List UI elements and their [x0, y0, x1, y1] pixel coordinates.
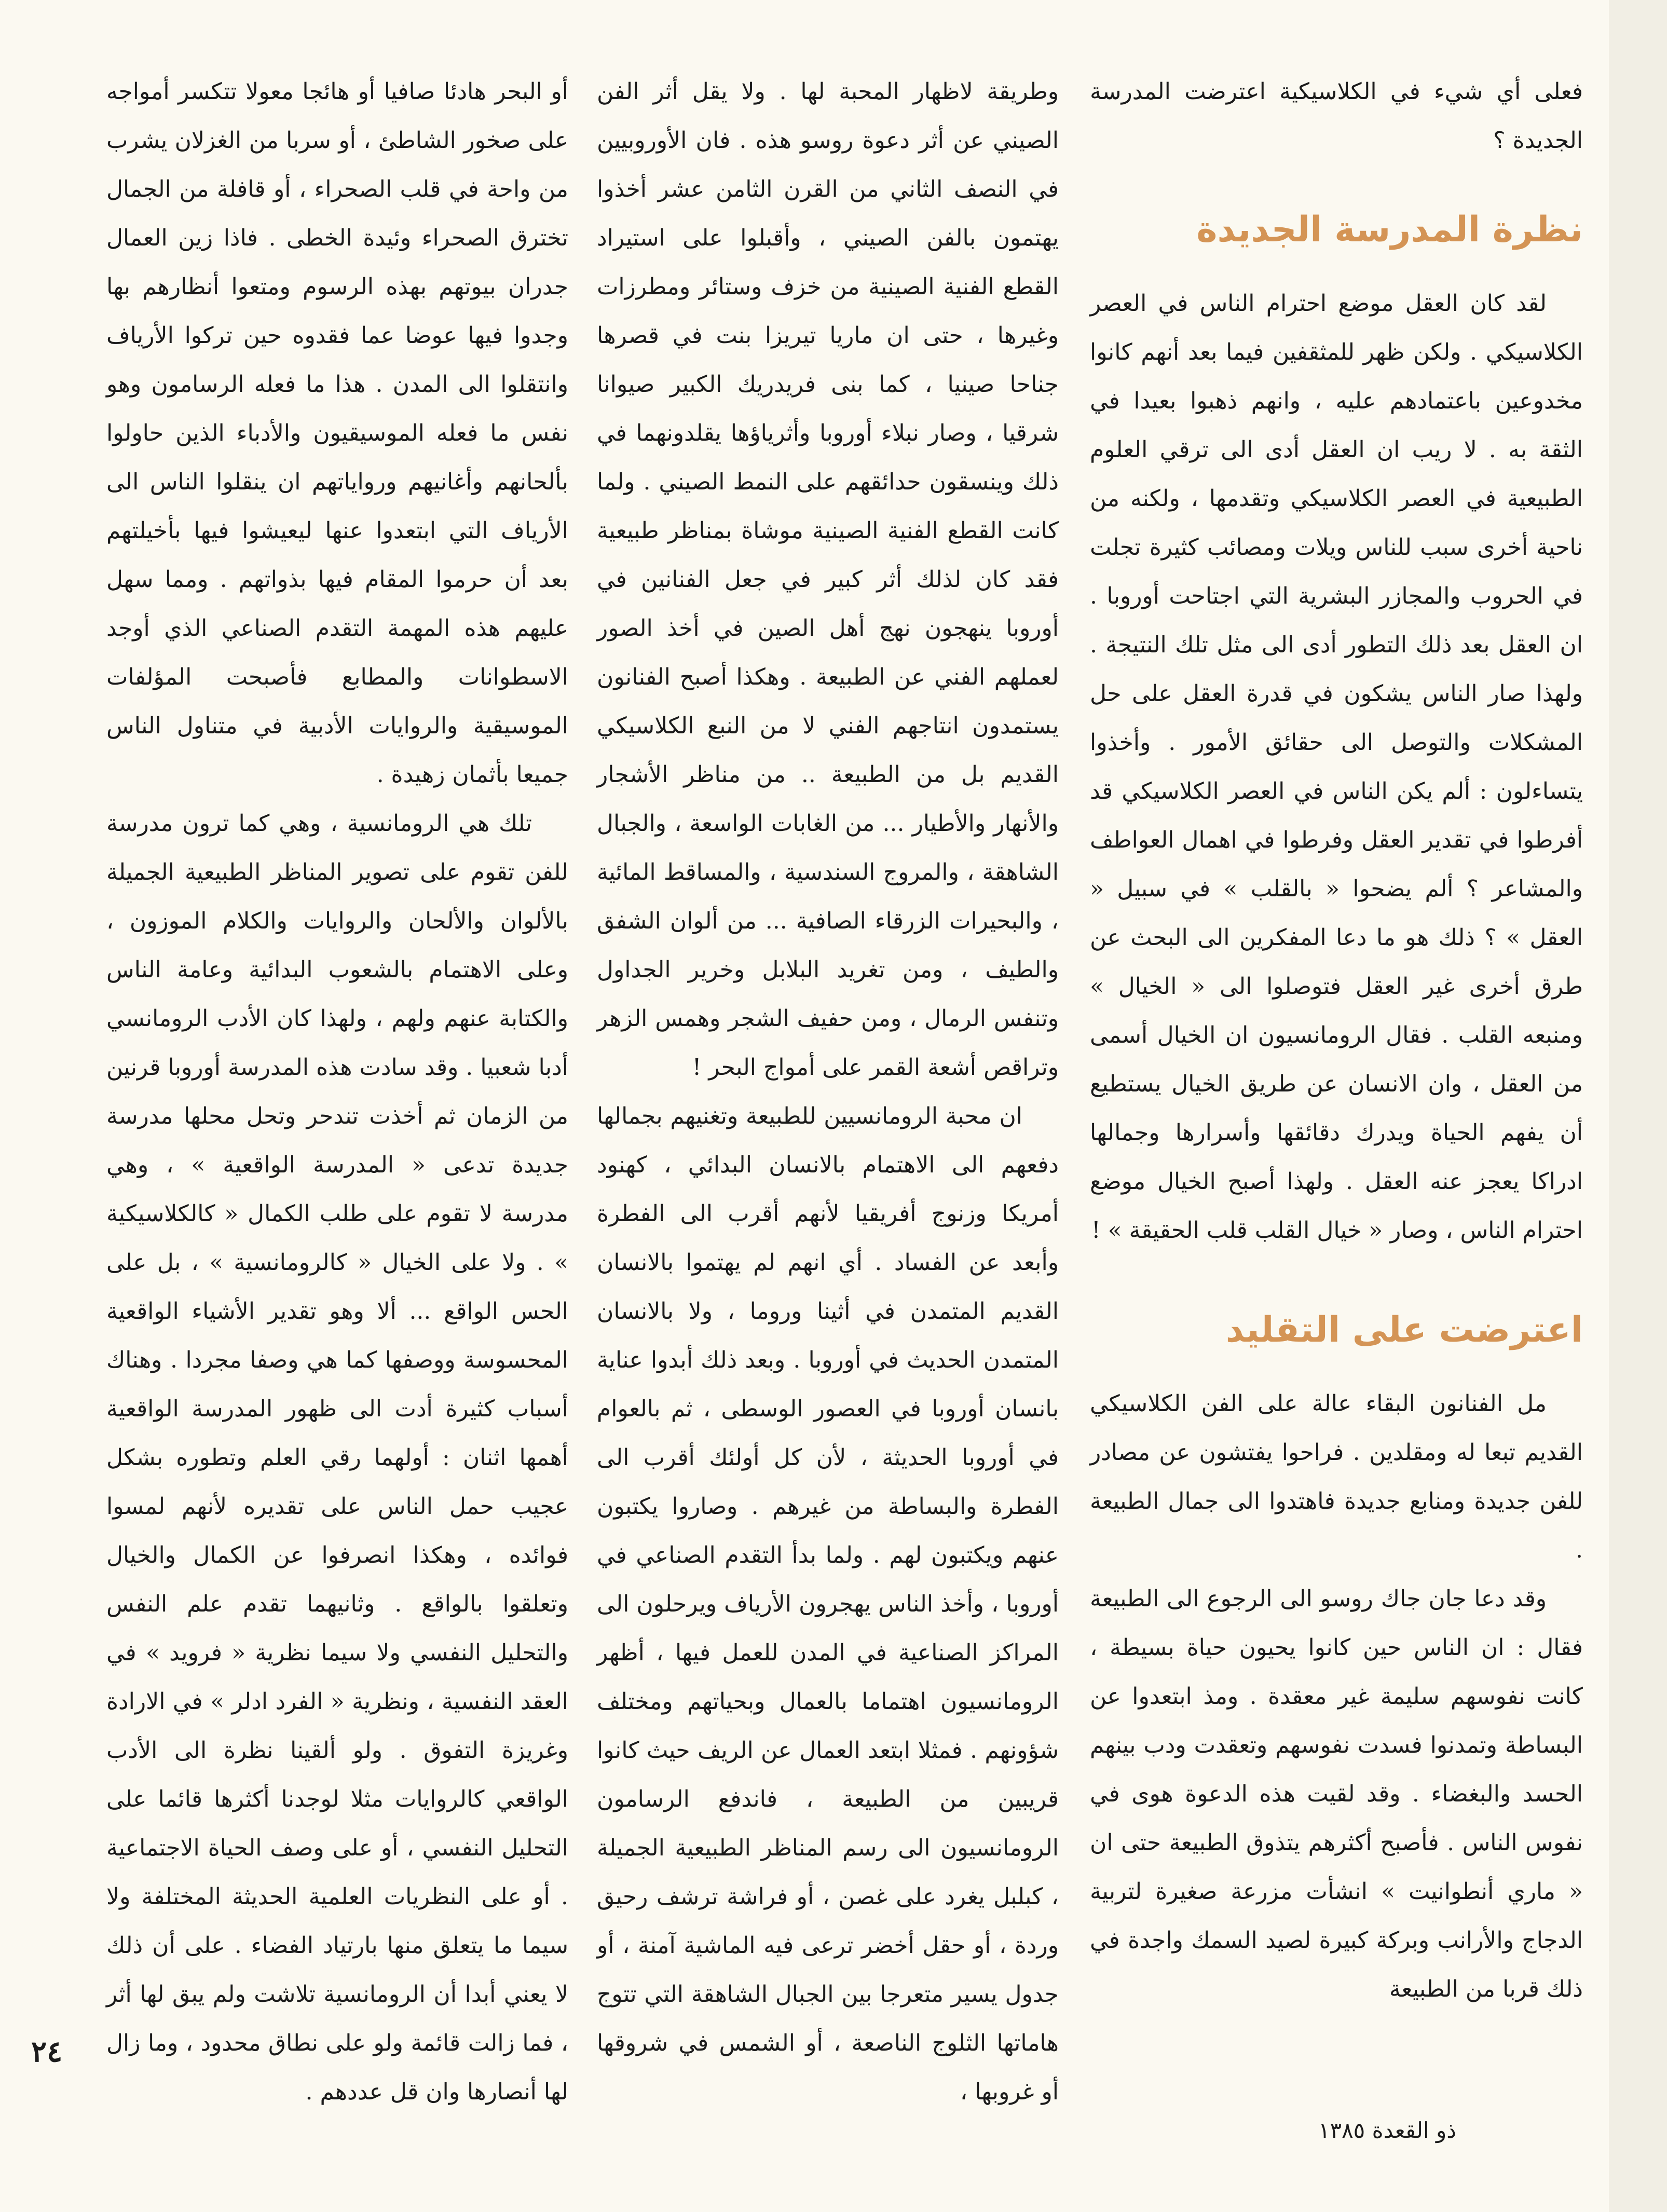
- issue-date: ذو القعدة ١٣٨٥: [1318, 2118, 1456, 2143]
- paragraph: أو البحر هادئا صافيا أو هائجا معولا تتكسر أمواجه على صخور الشاطئ ، أو سربا من الغزلان يشرب من واحة في قلب الصحراء ، أو قافلة من الجمال تخترق الصحراء وئيدة الخطى . فاذا زين العمال جدران بيوتهم بهذه الرسوم ومتعوا أنظارهم بها وجدوا فيها عوضا عما فقدوه حين تركوا الأرياف وانتقلوا الى المدن . هذا ما فعله الرسامون وهو نفس ما فعله الموسيقيون والأدباء الذين حاولوا بألحانهم وأغانيهم ورواياتهم ان ينقلوا الناس الى الأرياف التي ابتعدوا عنها ليعيشوا فيها بأخيلتهم بعد أن حرموا المقام فيها بذواتهم . ومما سهل عليهم هذه المهمة التقدم الصناعي الذي أوجد الاسطوانات والمطابع فأصبحت المؤلفات الموسيقية والروايات الأدبية في متناول الناس جميعا بأثمان زهيدة .: [106, 78, 568, 788]
- paragraph: مل الفنانون البقاء عالة على الفن الكلاسيكي القديم تبعا له ومقلدين . فراحوا يفتشون عن مصادر للفن جديدة ومنابع جديدة فاهتدوا الى جمال الطبيعة .: [1090, 1390, 1583, 1563]
- paragraph: لقد كان العقل موضع احترام الناس في العصر الكلاسيكي . ولكن ظهر للمثقفين فيما بعد أنهم كانوا مخدوعين باعتمادهم عليه ، وانهم ذهبوا بعيدا في الثقة به . لا ريب ان العقل أدى الى ترقي العلوم الطبيعية في العصر الكلاسيكي وتقدمها ، ولكنه من ناحية أخرى سبب للناس ويلات ومصائب كثيرة تجلت في الحروب والمجازر البشرية التي اجتاحت أوروبا . ان العقل بعد ذلك التطور أدى الى مثل تلك النتيجة . ولهذا صار الناس يشكون في قدرة العقل على حل المشكلات والتوصل الى حقائق الأمور . وأخذوا يتساءلون : ألم يكن الناس في العصر الكلاسيكي قد أفرطوا في تقدير العقل وفرطوا في اهمال العواطف والمشاعر ؟ ألم يضحوا « بالقلب » في سبيل « العقل » ؟ ذلك هو ما دعا المفكرين الى البحث عن طرق أخرى غير العقل فتوصلوا الى « الخيال » ومنبعه القلب . فقال الرومانسيون ان الخيال أسمى من العقل ، وان الانسان عن طريق الخيال يستطيع أن يفهم الحياة ويدرك دقائقها وأسرارها وجمالها ادراكا يعجز عنه العقل . ولهذا أصبح الخيال موضع احترام الناس ، وصار « خيال القلب قلب الحقيقة » !: [1090, 290, 1583, 1244]
- intro-paragraph: فعلى أي شيء في الكلاسيكية اعترضت المدرسة الجديدة ؟: [1090, 78, 1583, 154]
- page-number: ٢٤: [31, 2035, 63, 2069]
- section-heading-new-school-view: نظرة المدرسة الجديدة: [1196, 209, 1583, 250]
- page-edge: [1609, 0, 1667, 2212]
- paragraph: وقد دعا جان جاك روسو الى الرجوع الى الطبيعة فقال : ان الناس حين كانوا يحيون حياة بسيطة ، كانت نفوسهم سليمة غير معقدة . ومذ ابتعدوا عن البساطة وتمدنوا فسدت نفوسهم وتعقدت ودب بينهم الحسد والبغضاء . وقد لقيت هذه الدعوة هوى في نفوس الناس . فأصبح أكثرهم يتذوق الطبيعة حتى ان « ماري أنطوانيت » انشأت مزرعة صغيرة لتربية الدجاج والأرانب وبركة كبيرة لصيد السمك واجدة في ذلك قربا من الطبيعة: [1090, 1586, 1583, 2002]
- paragraph: وطريقة لاظهار المحبة لها . ولا يقل أثر الفن الصيني عن أثر دعوة روسو هذه . فان الأوروبيين في النصف الثاني من القرن الثامن عشر أخذوا يهتمون بالفن الصيني ، وأقبلوا على استيراد القطع الفنية الصينية من خزف وستائر ومطرزات وغيرها ، حتى ان ماريا تيريزا بنت في قصرها جناحا صينيا ، كما بنى فريدريك الكبير صيوانا شرقيا ، وصار نبلاء أوروبا وأثرياؤها يقلدونهما في ذلك وينسقون حدائقهم على النمط الصيني . ولما كانت القطع الفنية الصينية موشاة بمناظر طبيعية فقد كان لذلك أثر كبير في جعل الفنانين في أوروبا ينهجون نهج أهل الصين في أخذ الصور لعملهم الفني عن الطبيعة . وهكذا أصبح الفنانون يستمدون انتاجهم الفني لا من النبع الكلاسيكي القديم بل من الطبيعة .. من مناظر الأشجار والأنهار والأطيار ... من الغابات الواسعة ، والجبال الشاهقة ، والمروج السندسية ، والمساقط المائية ، والبحيرات الزرقاء الصافية ... من ألوان الشفق والطيف ، ومن تغريد البلابل وخرير الجداول وتنفس الرمال ، ومن حفيف الشجر وهمس الزهر وتراقص أشعة القمر على أمواج البحر !: [597, 78, 1059, 1081]
- paragraph: تلك هي الرومانسية ، وهي كما ترون مدرسة للفن تقوم على تصوير المناظر الطبيعية الجميلة بالألوان والألحان والروايات والكلام الموزون ، وعلى الاهتمام بالشعوب البدائية وعامة الناس والكتابة عنهم ولهم ، ولهذا كان الأدب الرومانسي أدبا شعبيا . وقد سادت هذه المدرسة أوروبا قرنين من الزمان ثم أخذت تندحر وتحل محلها مدرسة جديدة تدعى « المدرسة الواقعية » ، وهي مدرسة لا تقوم على طلب الكمال « كالكلاسيكية » . ولا على الخيال « كالرومانسية » ، بل على الحس الواقع ... ألا وهو تقدير الأشياء الواقعية المحسوسة ووصفها كما هي وصفا مجردا . وهناك أسباب كثيرة أدت الى ظهور المدرسة الواقعية أهمها اثنان : أولهما رقي العلم وتطوره بشكل عجيب حمل الناس على تقديره لأنهم لمسوا فوائده ، وهكذا انصرفوا عن الكمال والخيال وتعلقوا بالواقع . وثانيهما تقدم علم النفس والتحليل النفسي ولا سيما نظرية « فرويد » في العقد النفسية ، ونظرية « الفرد ادلر » في الارادة وغريزة التفوق . ولو ألقينا نظرة الى الأدب الواقعي كالروايات مثلا لوجدنا أكثرها قائما على التحليل النفسي ، أو على وصف الحياة الاجتماعية . أو على النظريات العلمية الحديثة المختلفة ولا سيما ما يتعلق منها بارتياد الفضاء . على أن ذلك لا يعني أبدا أن الرومانسية تلاشت ولم يبق لها أثر ، فما زالت قائمة ولو على نطاق محدود ، وما زال لها أنصارها وان قل عددهم .: [106, 810, 568, 2105]
- paragraph: ان محبة الرومانسيين للطبيعة وتغنيهم بجمالها دفعهم الى الاهتمام بالانسان البدائي ، كهنود أمريكا وزنوج أفريقيا لأنهم أقرب الى الفطرة وأبعد عن الفساد . أي انهم لم يهتموا بالانسان القديم المتمدن في أثينا وروما ، ولا بالانسان المتمدن الحديث في أوروبا . وبعد ذلك أبدوا عناية بانسان أوروبا في العصور الوسطى ، ثم بالعوام في أوروبا الحديثة ، لأن كل أولئك أقرب الى الفطرة والبساطة من غيرهم . وصاروا يكتبون عنهم ويكتبون لهم . ولما بدأ التقدم الصناعي في أوروبا ، وأخذ الناس يهجرون الأرياف ويرحلون الى المراكز الصناعية في المدن للعمل فيها ، أظهر الرومانسيون اهتماما بالعمال وبحياتهم ومختلف شؤونهم . فمثلا ابتعد العمال عن الريف حيث كانوا قريبين من الطبيعة ، فاندفع الرسامون الرومانسيون الى رسم المناظر الطبيعية الجميلة ، كبلبل يغرد على غصن ، أو فراشة ترشف رحيق وردة ، أو حقل أخضر ترعى فيه الماشية آمنة ، أو جدول يسير متعرجا بين الجبال الشاهقة التي تتوج هاماتها الثلوج الناصعة ، أو الشمس في شروقها أو غروبها ،: [597, 1103, 1059, 2105]
- left-column: [106, 67, 568, 2105]
- right-column: [1090, 67, 1583, 2060]
- section-heading-objection-to-imitation: اعترضت على التقليد: [1225, 1309, 1583, 1350]
- middle-column: [597, 67, 1059, 2105]
